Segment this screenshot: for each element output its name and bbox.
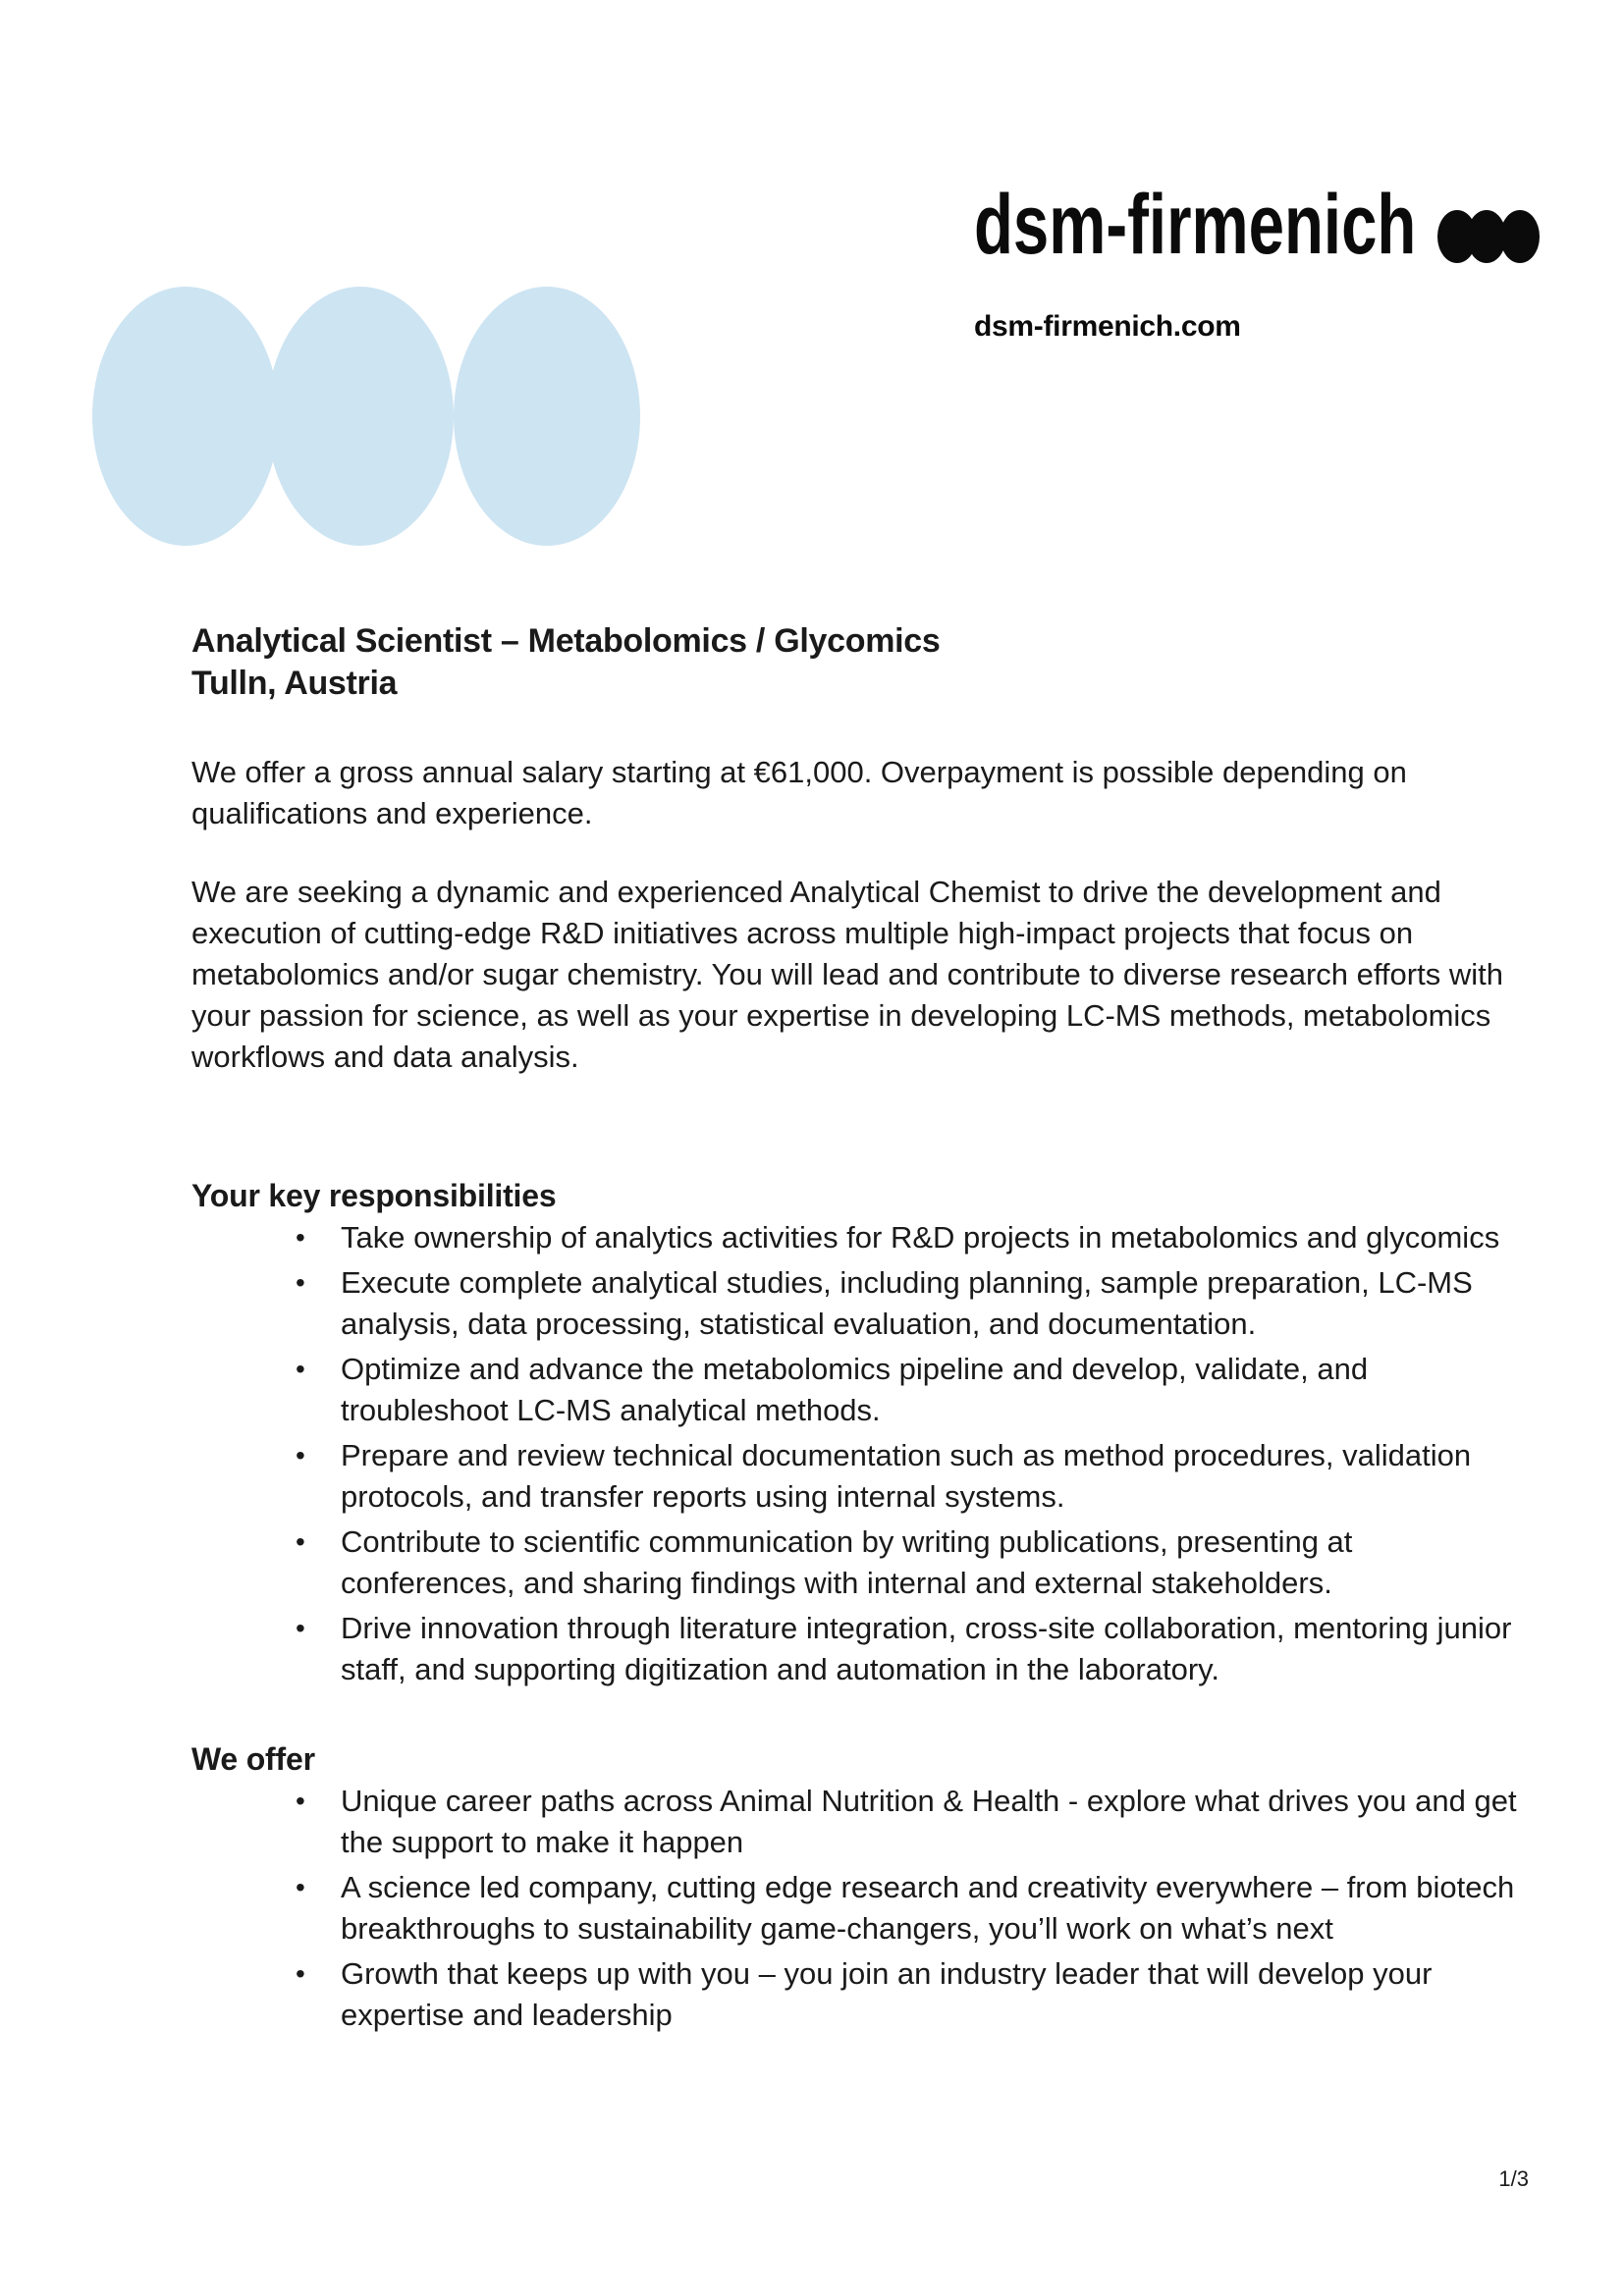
job-posting-content — [191, 620, 1519, 2036]
we-offer-list — [191, 1781, 1519, 2036]
brand-logotype: dsm-firmenich — [974, 178, 1417, 272]
responsibilities-list — [191, 1217, 1519, 1690]
list-item: • Growth that keeps up with you – you join an industry leader that will develop your expertise and leadership — [341, 1953, 1519, 2036]
job-title: Analytical Scientist – Metabolomics / Glycomics — [191, 622, 941, 660]
list-item: • Execute complete analytical studies, including planning, sample preparation, LC-MS analysis, data processing, statistical evaluation, and documentation. — [341, 1262, 1519, 1345]
list-item: • Take ownership of analytics activities for R&D projects in metabolomics and glycomics — [341, 1217, 1519, 1258]
list-item: • Unique career paths across Animal Nutrition & Health - explore what drives you and get the support to make it happen — [341, 1781, 1519, 1863]
section-heading-responsibilities: Your key responsibilities — [191, 1178, 557, 1213]
section-heading-we-offer: We offer — [191, 1741, 315, 1777]
intro-paragraph: We are seeking a dynamic and experienced Analytical Chemist to drive the development and execution of cutting-edge R&D initiatives across multiple high-impact projects that focus on metabolomics and/or sugar chemistry. You will lead and contribute to diverse research efforts with your passion for science, as well as your expertise in developing LC-MS methods, metabolomics workflows and data analysis. — [191, 875, 1503, 1074]
list-item: • Optimize and advance the metabolomics pipeline and develop, validate, and troubleshoot LC-MS analytical methods. — [341, 1349, 1519, 1431]
list-item: • Contribute to scientific communication by writing publications, presenting at conferences, and sharing findings with internal and external stakeholders. — [341, 1522, 1519, 1604]
decorative-circles — [92, 287, 642, 546]
list-item: • Drive innovation through literature integration, cross-site collaboration, mentoring junior staff, and supporting digitization and automation in the laboratory. — [341, 1608, 1519, 1690]
job-location: Tulln, Austria — [191, 665, 398, 702]
list-item: • A science led company, cutting edge research and creativity everywhere – from biotech breakthroughs to sustainability game-changers, you’ll work on what’s next — [341, 1867, 1519, 1949]
brand-dots-icon — [1437, 210, 1540, 263]
page-indicator: 1/3 — [1498, 2166, 1529, 2191]
salary-paragraph: We offer a gross annual salary starting at €61,000. Overpayment is possible depending on qualifications and experience. — [191, 755, 1407, 830]
brand-website-url: dsm-firmenich.com — [974, 310, 1241, 343]
list-item: • Prepare and review technical documentation such as method procedures, validation protocols, and transfer reports using internal systems. — [341, 1435, 1519, 1518]
